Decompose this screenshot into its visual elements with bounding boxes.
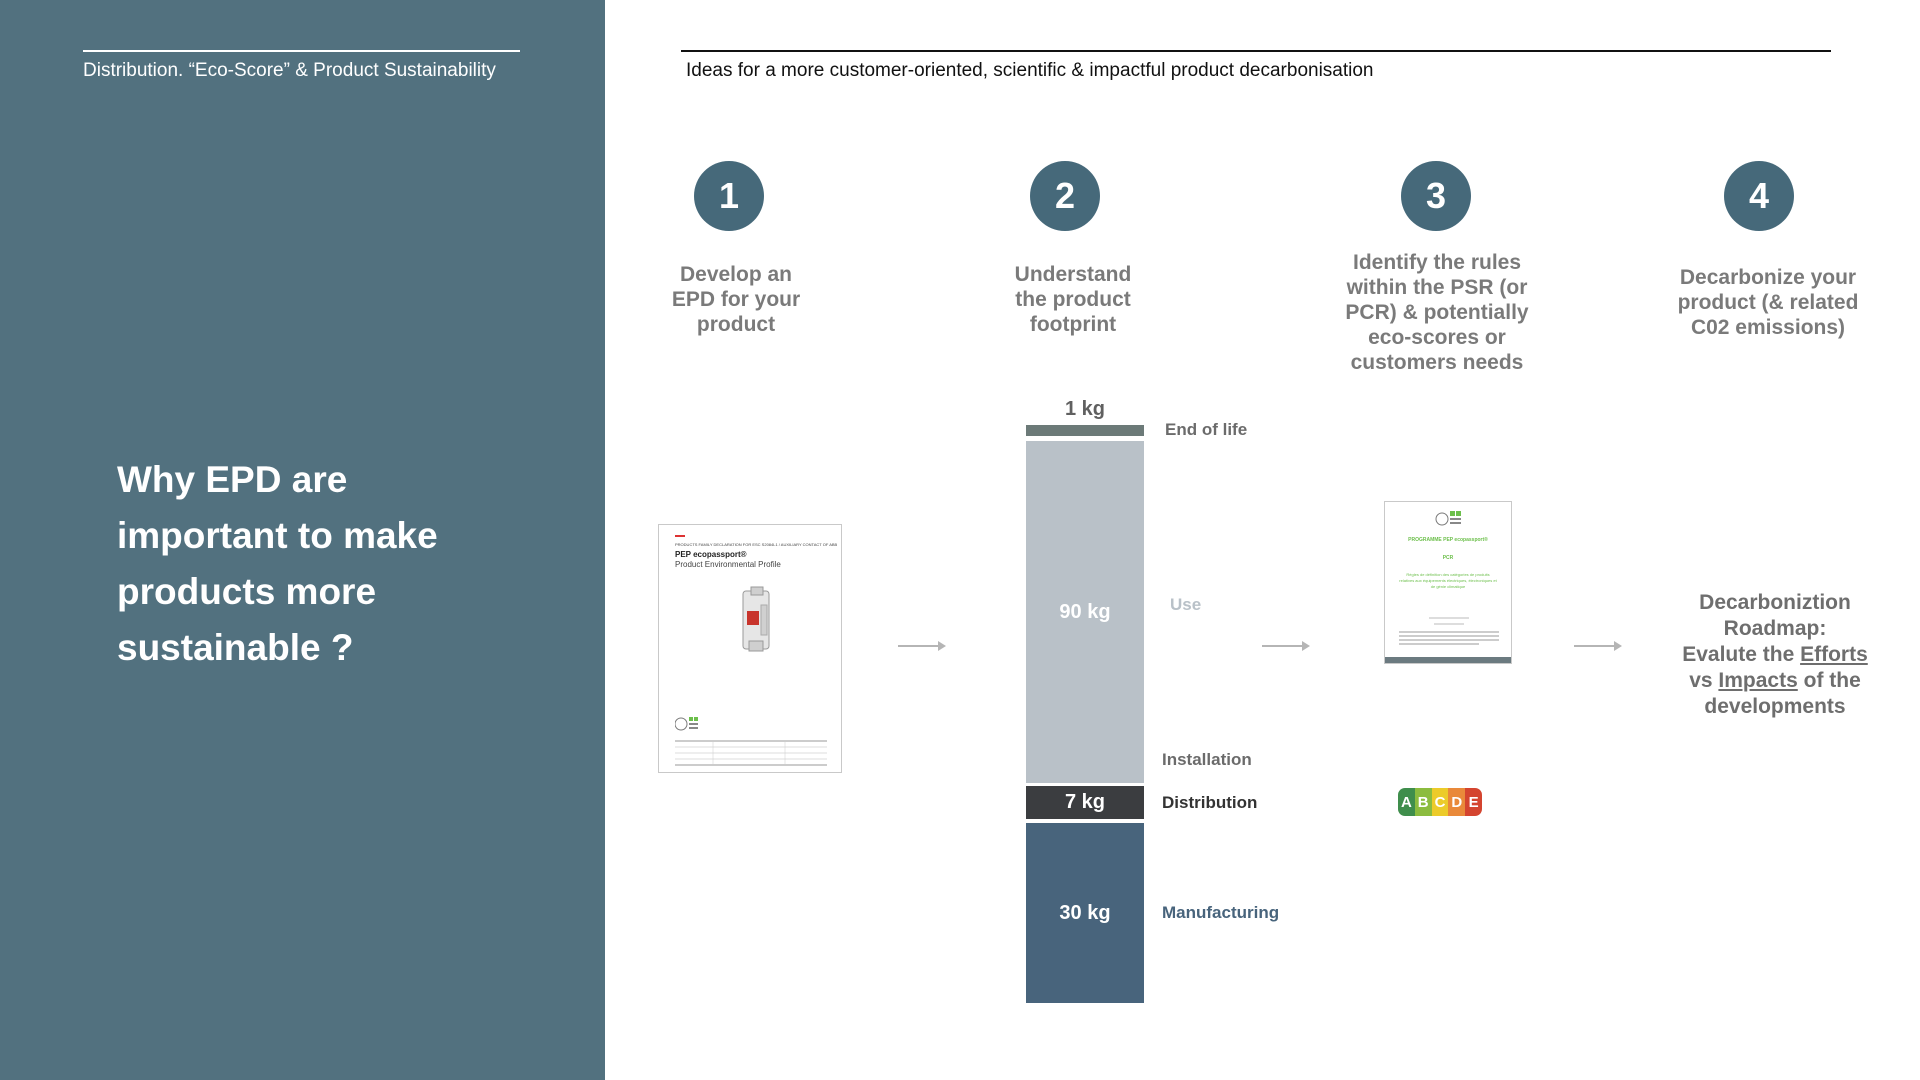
right-header-rule [681,50,1831,52]
distribution-value: 7 kg [1064,791,1106,813]
document-accent-bar [675,535,685,537]
step-2-text: Understand the product footprint [1014,263,1132,336]
manufacturing-segment [1026,823,1144,1003]
manufacturing-label: Manufacturing [1162,903,1280,922]
distribution-segment [1026,786,1144,819]
left-header-rule [83,50,520,52]
manufacturing-value: 30 kg [1059,901,1111,924]
end-of-life-label: End of life [1165,420,1248,439]
step-2-circle: 2 [1030,161,1100,231]
installation-label: Installation [1162,750,1252,769]
eco-score-a: A [1398,788,1415,816]
use-segment [1026,441,1144,783]
roadmap-line-1: Decarboniztion [1699,591,1851,614]
roadmap-efforts: Efforts [1800,643,1868,666]
pcr-text-lines-graphic [1399,614,1499,650]
pcr-footer-bar [1385,657,1511,663]
eco-score-e: E [1465,788,1482,816]
eco-score-b: B [1415,788,1432,816]
eco-score-badge [1398,788,1482,816]
end-of-life-segment [1026,425,1144,436]
pep-logo-icon [1435,508,1465,530]
roadmap-vs: vs [1689,669,1719,692]
step-4-circle: 4 [1724,161,1794,231]
step-3-circle: 3 [1401,161,1471,231]
pep-logo-icon [675,715,703,733]
pcr-document-thumbnail [1384,501,1512,664]
step-4-text: Decarbonize your product (& related C02 emissions) [1677,266,1859,339]
distribution-label: Distribution [1162,793,1258,812]
roadmap-impacts: Impacts [1718,669,1798,692]
roadmap-of-the: of the [1797,669,1861,692]
document-title: PEP ecopassport® [675,550,747,559]
epd-document-thumbnail [658,524,842,773]
step-3-text: Identify the rules within the PSR (or PCR) & potentially eco-scores or customers needs [1345,251,1529,374]
end-of-life-value: 1 kg [1064,398,1106,420]
arrow-right-icon [1574,645,1620,647]
use-label: Use [1170,595,1202,614]
arrow-right-icon [1262,645,1308,647]
step-1-text: Develop an EPD for your product [671,263,801,336]
pcr-program-title: PROGRAMME PEP ecopassport® [1408,537,1488,543]
roadmap-evaluate: Evalute the [1682,643,1801,666]
document-table-graphic [675,739,827,769]
pcr-label: PCR [1442,555,1454,561]
roadmap-line-5: developments [1704,695,1846,718]
pcr-description: Règles de définition des catégories de produits relatives aux équipements électriques, électroniques et de génie climatique [1399,572,1497,589]
document-header-text: PRODUCTS FAMILY DECLARATION FOR ESC S2084L1 / AUXILIARY CONTACT OF ABB [675,542,838,547]
section-header: Distribution. “Eco-Score” & Product Sustainability [83,60,496,81]
roadmap-text [1666,590,1884,720]
document-subtitle: Product Environmental Profile [675,560,781,569]
eco-score-c: C [1432,788,1449,816]
arrow-right-icon [898,645,944,647]
use-value: 90 kg [1059,600,1111,623]
slide-title: Why EPD are important to make products more sustainable ? [117,459,438,668]
circuit-breaker-image [737,585,777,655]
content-header: Ideas for a more customer-oriented, scientific & impactful product decarbonisation [686,60,1374,81]
eco-score-d: D [1448,788,1465,816]
roadmap-line-3 [1666,642,1884,668]
left-panel [0,0,605,1080]
step-1-circle: 1 [694,161,764,231]
roadmap-line-4 [1666,668,1884,694]
roadmap-line-2: Roadmap: [1723,617,1827,640]
